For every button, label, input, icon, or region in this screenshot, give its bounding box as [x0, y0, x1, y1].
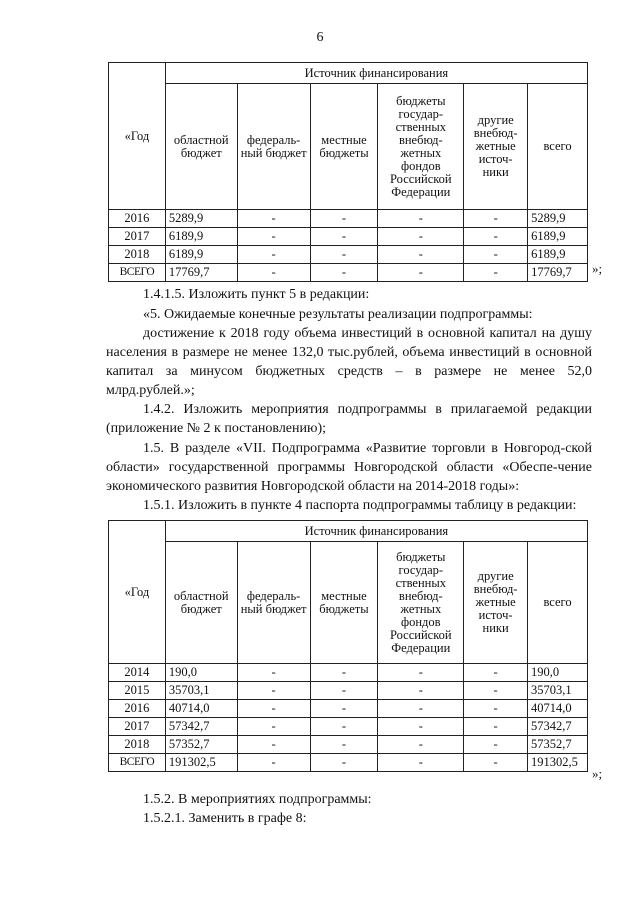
cell: -	[310, 210, 378, 228]
cell: 191302,5	[528, 754, 588, 772]
row-year: 2018	[109, 246, 166, 264]
source-header: Источник финансирования	[165, 521, 587, 542]
cell: -	[464, 754, 528, 772]
paragraph-1-5: 1.5. В разделе «VII. Подпрограмма «Развитие торговли в Новгород-ской области» государственной программы Новгородской области «Обеспе-чение экономического развития Новгородской области на 2014-2018 годы»:	[106, 441, 592, 494]
source-header: Источник финансирования	[165, 63, 587, 84]
cell: 57342,7	[165, 718, 237, 736]
paragraph-1-5-2: 1.5.2. В мероприятиях подпрограммы:	[143, 792, 372, 807]
cell: -	[464, 246, 528, 264]
col-federal-budget: федераль-ный бюджет	[237, 84, 310, 210]
cell: -	[378, 228, 464, 246]
table-row	[109, 682, 588, 700]
cell: -	[378, 754, 464, 772]
row-year: 2014	[109, 664, 166, 682]
cell: -	[237, 682, 310, 700]
col-state-funds: бюджеты государ-ственных внебюд-жетных фондов Российской Федерации	[378, 542, 464, 664]
cell: 35703,1	[165, 682, 237, 700]
cell: -	[378, 246, 464, 264]
table-row	[109, 210, 588, 228]
funding-table-1	[108, 62, 588, 282]
cell: -	[378, 700, 464, 718]
cell: 6189,9	[528, 246, 588, 264]
table-row-total	[109, 754, 588, 772]
row-year: 2016	[109, 700, 166, 718]
row-year: 2017	[109, 228, 166, 246]
cell: -	[237, 246, 310, 264]
col-other-sources: другие внебюд-жетные источ-ники	[464, 84, 528, 210]
cell: 5289,9	[528, 210, 588, 228]
col-total: всего	[528, 542, 588, 664]
paragraph-1-5-1: 1.5.1. Изложить в пункте 4 паспорта подпрограммы таблицу в редакции:	[143, 498, 577, 513]
cell: 17769,7	[528, 264, 588, 282]
cell: -	[310, 246, 378, 264]
col-local-budgets: местные бюджеты	[310, 542, 378, 664]
row-year: 2016	[109, 210, 166, 228]
cell: -	[310, 264, 378, 282]
cell: 6189,9	[528, 228, 588, 246]
year-header: «Год	[109, 63, 166, 210]
col-regional-budget: областной бюджет	[165, 84, 237, 210]
cell: 6189,9	[165, 246, 237, 264]
cell: 191302,5	[165, 754, 237, 772]
cell: -	[378, 664, 464, 682]
cell: -	[464, 264, 528, 282]
col-total: всего	[528, 84, 588, 210]
cell: -	[378, 736, 464, 754]
table2-closing-quote: »;	[592, 766, 603, 781]
cell: -	[237, 718, 310, 736]
cell: 57342,7	[528, 718, 588, 736]
cell: 5289,9	[165, 210, 237, 228]
cell: 40714,0	[528, 700, 588, 718]
cell: -	[310, 228, 378, 246]
cell: -	[464, 700, 528, 718]
paragraph-1-4-2: 1.4.2. Изложить мероприятия подпрограммы в прилагаемой редакции (приложение № 2 к постановлению);	[106, 402, 592, 436]
row-year: 2018	[109, 736, 166, 754]
year-header: «Год	[109, 521, 166, 664]
paragraph-1-5-2-1: 1.5.2.1. Заменить в графе 8:	[143, 811, 307, 826]
cell: 190,0	[165, 664, 237, 682]
cell: -	[464, 664, 528, 682]
cell: -	[237, 736, 310, 754]
cell: -	[378, 264, 464, 282]
cell: -	[464, 228, 528, 246]
cell: 40714,0	[165, 700, 237, 718]
cell: -	[237, 210, 310, 228]
col-other-sources: другие внебюд-жетные источ-ники	[464, 542, 528, 664]
table-row	[109, 664, 588, 682]
table-row	[109, 718, 588, 736]
cell: 190,0	[528, 664, 588, 682]
cell: -	[310, 664, 378, 682]
table-row-total	[109, 264, 588, 282]
cell: 57352,7	[528, 736, 588, 754]
table-row	[109, 246, 588, 264]
paragraph-1-4-1-5: 1.4.1.5. Изложить пункт 5 в редакции:	[143, 287, 370, 302]
cell: -	[378, 210, 464, 228]
cell: 57352,7	[165, 736, 237, 754]
cell: -	[464, 210, 528, 228]
row-year: ВСЕГО	[109, 264, 166, 282]
row-year: 2015	[109, 682, 166, 700]
cell: -	[310, 736, 378, 754]
paragraph-expected-results: «5. Ожидаемые конечные результаты реализации подпрограммы:	[143, 307, 533, 322]
cell: 17769,7	[165, 264, 237, 282]
cell: -	[237, 664, 310, 682]
cell: -	[237, 754, 310, 772]
row-year: 2017	[109, 718, 166, 736]
col-state-funds: бюджеты государ-ственных внебюд-жетных фондов Российской Федерации	[378, 84, 464, 210]
table-row	[109, 736, 588, 754]
cell: -	[378, 682, 464, 700]
page-number: 6	[316, 30, 324, 45]
col-regional-budget: областной бюджет	[165, 542, 237, 664]
cell: -	[310, 682, 378, 700]
cell: -	[310, 700, 378, 718]
cell: 6189,9	[165, 228, 237, 246]
cell: -	[464, 682, 528, 700]
cell: -	[378, 718, 464, 736]
funding-table-2	[108, 520, 588, 772]
cell: 35703,1	[528, 682, 588, 700]
table1-closing-quote: »;	[592, 261, 603, 276]
cell: -	[464, 718, 528, 736]
table-row	[109, 228, 588, 246]
col-federal-budget: федераль-ный бюджет	[237, 542, 310, 664]
cell: -	[464, 736, 528, 754]
cell: -	[237, 264, 310, 282]
col-local-budgets: местные бюджеты	[310, 84, 378, 210]
cell: -	[237, 228, 310, 246]
paragraph-achievement: достижение к 2018 году объема инвестиций в основной капитал на душу населения в размере не менее 132,0 тыс.рублей, объема инвестиций в основной капитал за минусом бюджетных средств – в размере не менее 52,0 млрд.рублей.»;	[106, 326, 592, 398]
cell: -	[310, 754, 378, 772]
table-row	[109, 700, 588, 718]
cell: -	[237, 700, 310, 718]
row-year: ВСЕГО	[109, 754, 166, 772]
cell: -	[310, 718, 378, 736]
